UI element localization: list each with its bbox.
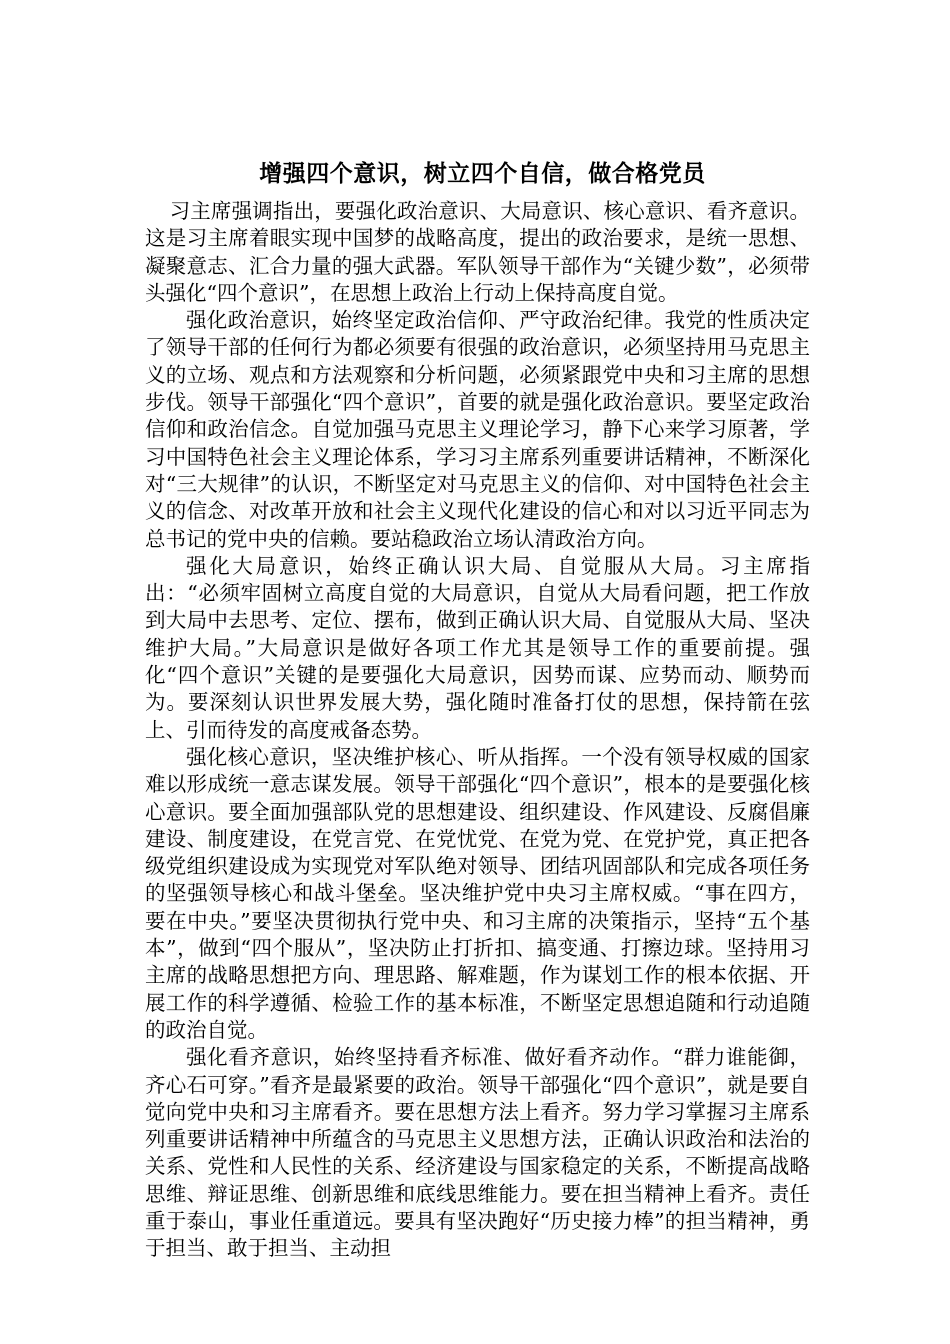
document-page [145,158,810,1263]
paragraph-political-awareness: 强化政治意识，始终坚定政治信仰、严守政治纪律。我党的性质决定了领导干部的任何行为都必须要有很强的政治意识，必须坚持用马克思主义的立场、观点和方法观察和分析问题，必须紧跟党中央和习主席的思想步伐。领导干部强化“四个意识”，首要的就是强化政治意识。要坚定政治信仰和政治信念。自觉加强马克思主义理论学习，静下心来学习原著，学习中国特色社会主义理论体系，学习习主席系列重要讲话精神，不断深化对“三大规律”的认识，不断坚定对马克思主义的信仰、对中国特色社会主义的信念、对改革开放和社会主义现代化建设的信心和对以习近平同志为总书记的党中央的信赖。要站稳政治立场认清政治方向。 [145,308,810,551]
paragraph-overall-awareness: 强化大局意识，始终正确认识大局、自觉服从大局。习主席指出：“必须牢固树立高度自觉的大局意识，自觉从大局看问题，把工作放到大局中去思考、定位、摆布，做到正确认识大局、自觉服从大局、坚决维护大局。”大局意识是做好各项工作尤其是领导工作的重要前提。强化“四个意识”关键的是要强化大局意识，因势而谋、应势而动、顺势而为。要深刻认识世界发展大势，强化随时准备打仗的思想，保持箭在弦上、引而待发的高度戒备态势。 [145,553,810,742]
paragraph-alignment-awareness: 强化看齐意识，始终坚持看齐标准、做好看齐动作。“群力谁能御，齐心石可穿。”看齐是最紧要的政治。领导干部强化“四个意识”，就是要自觉向党中央和习主席看齐。要在思想方法上看齐。努力学习掌握习主席系列重要讲话精神中所蕴含的马克思主义思想方法，正确认识政治和法治的关系、党性和人民性的关系、经济建设与国家稳定的关系，不断提高战略思维、辩证思维、创新思维和底线思维能力。要在担当精神上看齐。责任重于泰山，事业任重道远。要具有坚决跑好“历史接力棒”的担当精神，勇于担当、敢于担当、主动担 [145,1045,810,1261]
document-title: 增强四个意识，树立四个自信，做合格党员 [259,161,706,187]
paragraph-intro: 习主席强调指出，要强化政治意识、大局意识、核心意识、看齐意识。这是习主席着眼实现中国梦的战略高度，提出的政治要求，是统一思想、凝聚意志、汇合力量的强大武器。军队领导干部作为“关键少数”，必须带头强化“四个意识”，在思想上政治上行动上保持高度自觉。 [145,199,810,305]
paragraph-core-awareness: 强化核心意识，坚决维护核心、听从指挥。一个没有领导权威的国家难以形成统一意志谋发展。领导干部强化“四个意识”，根本的是要强化核心意识。要全面加强部队党的思想建设、组织建设、作风建设、反腐倡廉建设、制度建设，在党言党、在党忧党、在党为党、在党护党，真正把各级党组织建设成为实现党对军队绝对领导、团结巩固部队和完成各项任务的坚强领导核心和战斗堡垒。坚决维护党中央习主席权威。“事在四方，要在中央。”要坚决贯彻执行党中央、和习主席的决策指示，坚持“五个基本”，做到“四个服从”，坚决防止打折扣、搞变通、打擦边球。坚持用习主席的战略思想把方向、理思路、解难题，作为谋划工作的根本依据、开展工作的科学遵循、检验工作的基本标准，不断坚定思想追随和行动追随的政治自觉。 [145,744,810,1042]
